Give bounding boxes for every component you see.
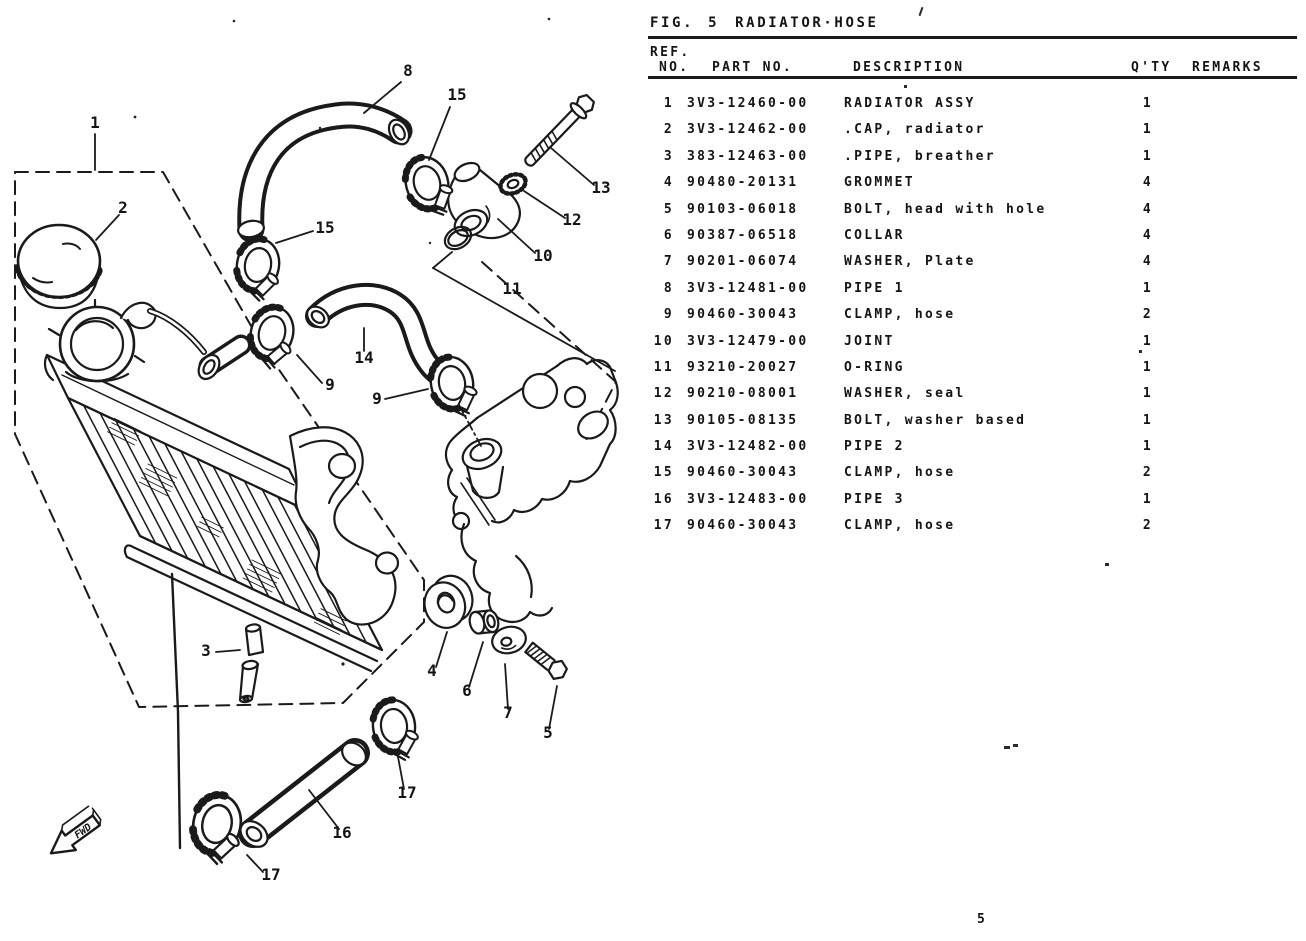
- cell-part: 90460-30043: [687, 465, 799, 481]
- column-header-part-no: PART NO.: [712, 60, 794, 75]
- callout-9: 9: [325, 375, 335, 394]
- cell-part: 90387-06518: [687, 227, 799, 243]
- scan-speck: [919, 7, 924, 16]
- cell-desc: O-RING: [844, 359, 905, 375]
- column-header-ref: REF.: [650, 45, 691, 60]
- figure-5-exploded-diagram: [0, 0, 648, 941]
- table-row: [648, 197, 1306, 223]
- rule-header: [648, 76, 1297, 79]
- callout-8: 8: [403, 61, 413, 80]
- callout-15: 15: [315, 218, 335, 237]
- cell-ref: 14: [653, 439, 674, 455]
- pipe2-hose-illustration: [303, 295, 449, 379]
- cell-qty: 2: [1142, 518, 1154, 534]
- callout-4: 4: [427, 661, 437, 680]
- cell-ref: 1: [663, 96, 674, 111]
- page-number: 5: [977, 912, 985, 927]
- scan-speck: [1105, 563, 1109, 566]
- scan-speck: [1013, 744, 1018, 747]
- table-row: [648, 249, 1306, 275]
- cell-part: 3V3-12460-00: [687, 96, 809, 111]
- clamp15b-illustration: [231, 236, 288, 305]
- table-row: [648, 117, 1306, 143]
- cell-ref: 9: [663, 307, 674, 323]
- cell-desc: COLLAR: [844, 227, 905, 243]
- cell-qty: 1: [1142, 439, 1154, 455]
- cell-ref: 12: [653, 386, 674, 402]
- fwd-label: FWD: [72, 821, 94, 842]
- callout-6: 6: [462, 681, 472, 700]
- cell-ref: 10: [653, 333, 674, 349]
- cell-ref: 6: [663, 227, 674, 243]
- table-row: [648, 355, 1306, 381]
- table-row: [648, 381, 1306, 407]
- scan-speck: [1004, 746, 1010, 749]
- figure-number: 5: [708, 15, 720, 31]
- cell-desc: WASHER, seal: [844, 386, 966, 402]
- parts-table-rows: [648, 91, 1306, 540]
- cell-part: 90105-08135: [687, 412, 799, 428]
- cell-qty: 4: [1142, 175, 1154, 191]
- scan-speck: [1139, 350, 1142, 353]
- cell-desc: GROMMET: [844, 175, 915, 191]
- cell-qty: 1: [1142, 280, 1154, 296]
- washer-seal-illustration: [498, 171, 529, 197]
- callout-11: 11: [502, 279, 522, 298]
- cell-desc: PIPE 2: [844, 439, 905, 455]
- cell-ref: 17: [653, 518, 674, 534]
- cell-part: 90210-08001: [687, 386, 799, 402]
- table-row: [648, 329, 1306, 355]
- cell-qty: 1: [1142, 491, 1154, 507]
- cell-desc: PIPE 3: [844, 491, 905, 507]
- column-header-qty: Q'TY: [1131, 60, 1172, 75]
- callout-13: 13: [591, 178, 611, 197]
- callout-12: 12: [562, 210, 582, 229]
- cell-part: 93210-20027: [687, 359, 799, 375]
- cell-part: 3V3-12481-00: [687, 280, 809, 296]
- cell-ref: 5: [663, 201, 674, 217]
- radiator-cap-illustration: [18, 225, 100, 308]
- cell-desc: CLAMP, hose: [844, 518, 956, 534]
- cell-desc: CLAMP, hose: [844, 465, 956, 481]
- table-row: [648, 434, 1306, 460]
- cell-ref: 8: [663, 280, 674, 296]
- cell-ref: 11: [653, 359, 674, 375]
- cell-qty: 1: [1142, 122, 1154, 138]
- column-header-description: DESCRIPTION: [853, 60, 965, 75]
- cell-desc: WASHER, Plate: [844, 254, 976, 270]
- callout-1: 1: [90, 113, 100, 132]
- callout-9: 9: [372, 389, 382, 408]
- cell-part: 383-12463-00: [687, 148, 809, 164]
- callout-5: 5: [543, 723, 553, 742]
- cell-qty: 1: [1142, 412, 1154, 428]
- cell-desc: PIPE 1: [844, 280, 905, 296]
- clamp17b-illustration: [370, 697, 423, 764]
- clamp9b-illustration: [427, 353, 484, 422]
- clamp17a-illustration: [186, 790, 251, 869]
- cell-qty: 1: [1142, 359, 1154, 375]
- cell-desc: .PIPE, breather: [844, 148, 996, 164]
- cell-ref: 13: [653, 412, 674, 428]
- cell-part: 90460-30043: [687, 307, 799, 323]
- cell-part: 3V3-12479-00: [687, 333, 809, 349]
- cell-ref: 3: [663, 148, 674, 164]
- cell-qty: 1: [1142, 148, 1154, 164]
- table-row: [648, 91, 1306, 117]
- table-row: [648, 302, 1306, 328]
- cell-qty: 1: [1142, 333, 1154, 349]
- figure-title: [650, 15, 879, 31]
- clamp9a-illustration: [242, 302, 303, 374]
- table-row: [648, 223, 1306, 249]
- cell-desc: CLAMP, hose: [844, 307, 956, 323]
- figure-name: RADIATOR·HOSE: [735, 15, 879, 31]
- cell-ref: 15: [653, 465, 674, 481]
- cell-qty: 1: [1142, 386, 1154, 402]
- cell-ref: 2: [663, 122, 674, 138]
- cell-desc: JOINT: [844, 333, 895, 349]
- cell-part: 3V3-12462-00: [687, 122, 809, 138]
- cell-ref: 4: [663, 175, 674, 191]
- callout-17: 17: [397, 783, 417, 802]
- fwd-arrow: [42, 805, 107, 863]
- table-row: [648, 460, 1306, 486]
- bolt5-illustration: [523, 640, 570, 683]
- cell-qty: 2: [1142, 307, 1154, 323]
- cell-qty: 1: [1142, 96, 1154, 111]
- table-row: [648, 276, 1306, 302]
- cell-desc: BOLT, head with hole: [844, 201, 1047, 217]
- column-header-remarks: REMARKS: [1192, 60, 1263, 75]
- cell-part: 3V3-12483-00: [687, 491, 809, 507]
- cell-ref: 16: [653, 491, 674, 507]
- callout-17: 17: [261, 865, 281, 884]
- callout-3: 3: [201, 641, 211, 660]
- breather-pipe-illustration: [240, 624, 263, 703]
- callout-14: 14: [354, 348, 374, 367]
- scan-speck: [904, 85, 907, 88]
- cell-desc: RADIATOR ASSY: [844, 96, 976, 111]
- rule-top: [648, 36, 1297, 39]
- cell-part: 90201-06074: [687, 254, 799, 270]
- cell-ref: 7: [663, 254, 674, 270]
- table-row: [648, 513, 1306, 539]
- callout-7: 7: [503, 703, 513, 722]
- bolt13-illustration: [520, 92, 598, 171]
- cell-part: 90103-06018: [687, 201, 799, 217]
- cell-desc: BOLT, washer based: [844, 412, 1027, 428]
- cell-part: 3V3-12482-00: [687, 439, 809, 455]
- table-row: [648, 170, 1306, 196]
- cell-part: 90480-20131: [687, 175, 799, 191]
- cell-part: 90460-30043: [687, 518, 799, 534]
- figure-label: FIG.: [650, 15, 695, 31]
- table-row: [648, 408, 1306, 434]
- callout-16: 16: [332, 823, 352, 842]
- callout-15: 15: [447, 85, 467, 104]
- cell-desc: .CAP, radiator: [844, 122, 986, 138]
- cell-qty: 4: [1142, 227, 1154, 243]
- cell-qty: 4: [1142, 254, 1154, 270]
- cell-qty: 4: [1142, 201, 1154, 217]
- table-row: [648, 487, 1306, 513]
- table-row: [648, 144, 1306, 170]
- callout-2: 2: [118, 198, 128, 217]
- column-header-no: NO.: [659, 60, 690, 75]
- cell-qty: 2: [1142, 465, 1154, 481]
- callout-10: 10: [533, 246, 553, 265]
